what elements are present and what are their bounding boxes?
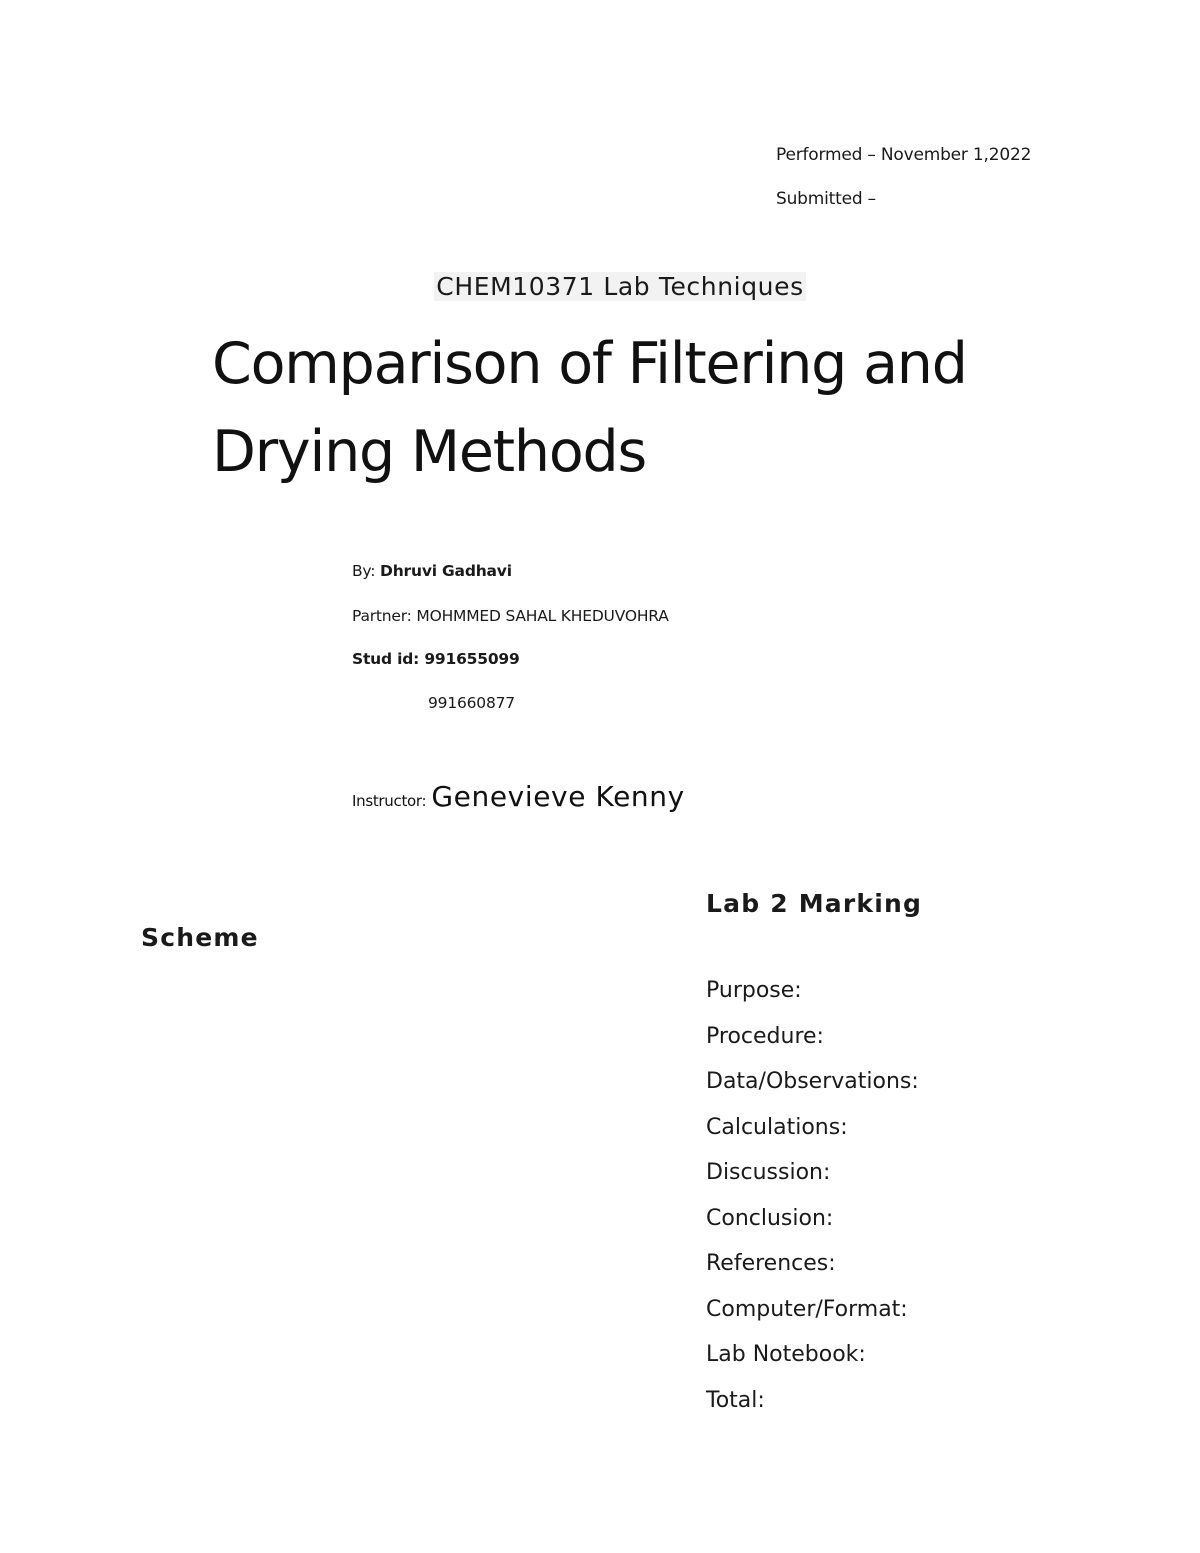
partner-label: Partner:	[352, 607, 412, 625]
marking-scheme-heading: Lab 2 Marking	[706, 889, 923, 918]
instructor-line	[352, 780, 685, 813]
criterion-procedure: Procedure:	[706, 1023, 824, 1049]
student-id-line	[352, 650, 520, 668]
criterion-discussion: Discussion:	[706, 1160, 831, 1185]
marking-scheme-heading-continued: Scheme	[141, 923, 259, 952]
criterion-total: Total:	[706, 1387, 765, 1413]
criterion-purpose: Purpose:	[706, 978, 802, 1003]
criterion-conclusion: Conclusion:	[706, 1205, 834, 1231]
criterion-calculations: Calculations:	[706, 1114, 848, 1140]
student-id-1: 991655099	[424, 650, 520, 668]
instructor-name: Genevieve Kenny	[431, 780, 685, 813]
criterion-lab-notebook: Lab Notebook:	[706, 1342, 866, 1367]
by-label: By:	[352, 562, 376, 580]
title-line-2: Drying Methods	[212, 419, 646, 485]
partner-name: MOHMMED SAHAL KHEDUVOHRA	[416, 607, 669, 625]
criterion-references: References:	[706, 1251, 836, 1276]
course-code-label: CHEM10371 Lab Techniques	[436, 272, 804, 301]
student-id-label: Stud id:	[352, 650, 420, 668]
student-id-2: 991660877	[428, 694, 515, 712]
partner-line	[352, 607, 669, 625]
course-title	[0, 272, 1200, 301]
author-name: Dhruvi Gadhavi	[380, 562, 512, 580]
title-line-1: Comparison of Filtering and	[212, 331, 967, 397]
instructor-label: Instructor:	[352, 792, 427, 810]
criterion-computer-format: Computer/Format:	[706, 1296, 908, 1322]
submitted-date: Submitted –	[776, 189, 876, 209]
document-title	[212, 320, 967, 496]
author-line	[352, 562, 512, 580]
marking-criteria-list	[706, 968, 919, 1423]
criterion-data-observations: Data/Observations:	[706, 1069, 919, 1094]
performed-date: Performed – November 1,2022	[776, 145, 1032, 165]
